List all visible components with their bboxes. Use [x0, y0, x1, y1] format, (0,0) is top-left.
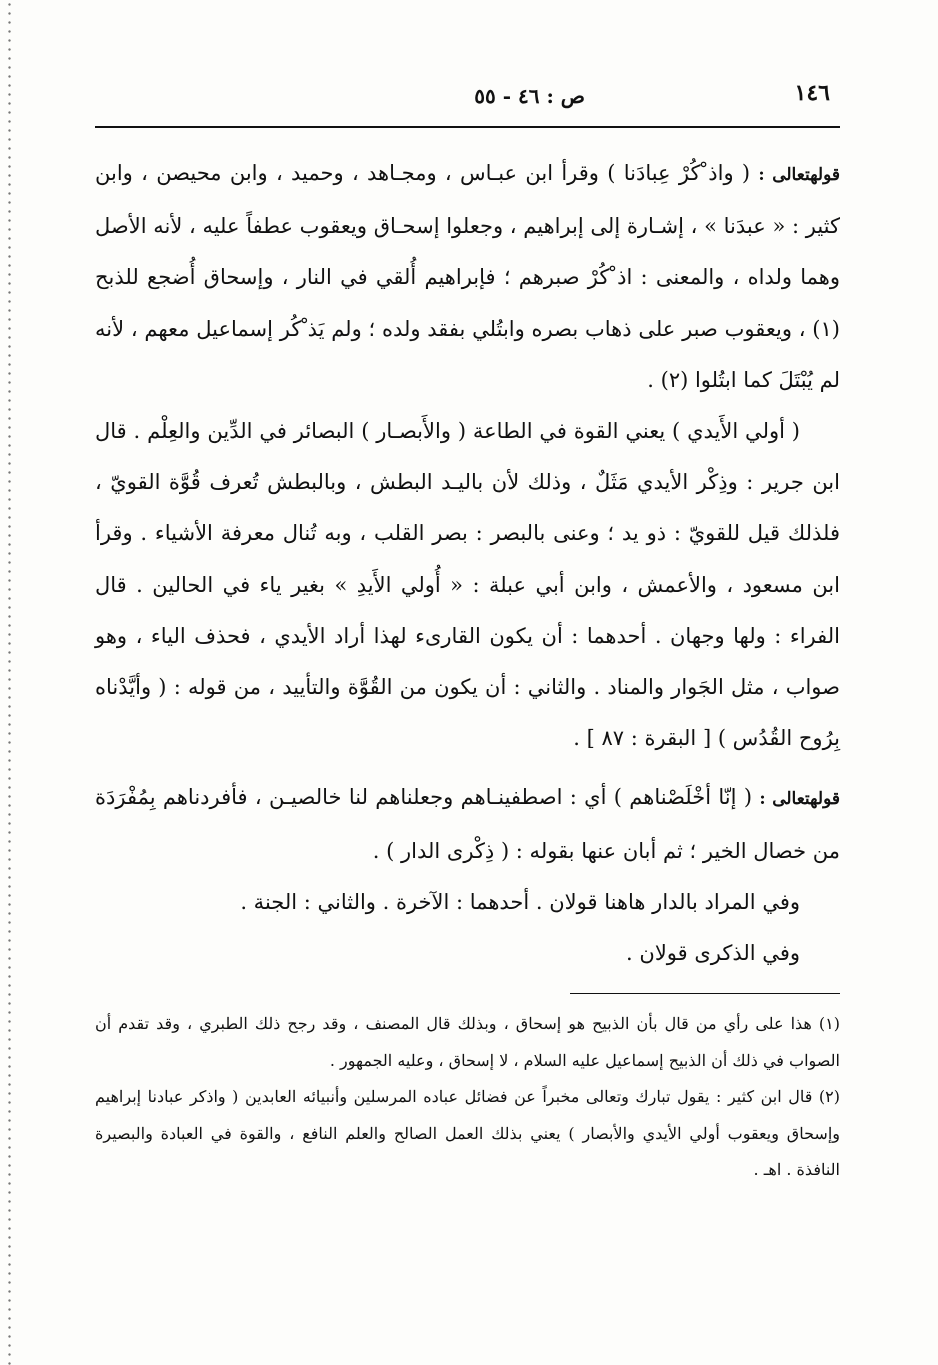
footnote-1: (١) هذا على رأي من قال بأن الذبيح هو إسحاق ، وبذلك قال المصنف ، وقد رجح ذلك الطبري ، وقد تقدم أن الصواب في ذلك أن الذبيح إسماعيل عليه السلام ، لا إسحاق ، وعليه الجمهور .: [95, 1014, 841, 1070]
paragraph-commentary-5: [95, 928, 840, 979]
book-page: [95, 70, 840, 1189]
main-text: [95, 148, 840, 979]
paragraph-commentary-2: [95, 406, 840, 764]
paragraph-text: وفي المراد بالدار هاهنا قولان . أحدهما : الآخرة . والثاني : الجنة .: [240, 889, 800, 914]
verse-lead: قولهتعالى :: [759, 789, 840, 810]
footnote-rule: [570, 993, 840, 994]
page-header: [95, 70, 840, 128]
verse-lead: قولهتعالى :: [758, 165, 840, 185]
paragraph-commentary-3: [95, 772, 840, 876]
paragraph-commentary-4: [95, 877, 840, 928]
header-rule: [95, 126, 840, 128]
paragraph-text: وفي الذكرى قولان .: [626, 941, 800, 966]
paragraph-text: ( واذ ْكُرْ عِبادَنا ) وقرأ ابن عبـاس ، ومجـاهد ، وحميد ، وابن محيصن ، وابن كثير : « عبدَنا » ، إشـارة إلى إبراهيم ، وجعلوا إسحـاق ويعقوب عطفاً عليه ، لأنه الأصل وهما ولداه ، والمعنى : اذ ْكُرْ صبرهم ؛ فإبراهيم أُلقي في النار ، وإسحاق أُضجع للذبح (١) ، ويعقوب صبر على ذهاب بصره وابتُلي بفقد ولده ؛ ولم يَذ ْكُر إسماعيل معهم ، لأنه لم يُبْتَلَ كما ابتُلوا (٢) .: [95, 161, 840, 392]
page-number: ١٤٦: [794, 80, 830, 106]
paragraph-commentary-1: [95, 148, 840, 406]
running-head: ص : ٤٦ - ٥٥: [474, 84, 585, 108]
page-edge-dots: [8, 0, 11, 1365]
paragraph-text: ( إنّا أخْلَصْناهم ) أي : اصطفينـاهم وجعلناهم لنا خالصيـن ، فأفردناهم بِمُفْرَدَة من خصال الخير ؛ ثم أبان عنها بقوله : ( ذِكْرى الدار ) .: [95, 785, 840, 863]
footnote-2: (٢) قال ابن كثير : يقول تبارك وتعالى مخبراً عن فضائل عباده المرسلين وأنبيائه العابدين ( واذكر عبادنا إبراهيم وإسحاق ويعقوب أولي الأيدي والأبصار ) يعني بذلك العمل الصالح والعلم النافع ، والقوة في العبادة والبصيرة النافذة . اهـ .: [95, 1087, 840, 1180]
paragraph-text: ( أولي الأَيدي ) يعني القوة في الطاعة ( والأَبصـار ) البصائر في الدِّين والعِلْم . قال ابن جرير : وذِكْر الأيدي مَثَلٌ ، وذلك لأن باليـد البطش ، وبالبطش تُعرف قُوَّة القويّ ، فلذلك قيل للقويّ : ذو يد ؛ وعنى بالبصر : بصر القلب ، وبه تُنال معرفة الأشياء . وقرأ ابن مسعود ، والأعمش ، وابن أبي عبلة : « أُولي الأَيدِ » بغير ياء في الحالين . قال الفراء : ولها وجهان . أحدهما : أن يكون القارىء لهذا أراد الأيدي ، فحذف الياء ، وهو صواب ، مثل الجَوار والمناد . والثاني : أن يكون من القُوَّة والتأييد ، من قوله : ( وأيَّدْناه بِرُوح القُدُس ) [ البقرة : ٨٧ ] .: [95, 419, 840, 751]
footnotes: [95, 1006, 840, 1189]
